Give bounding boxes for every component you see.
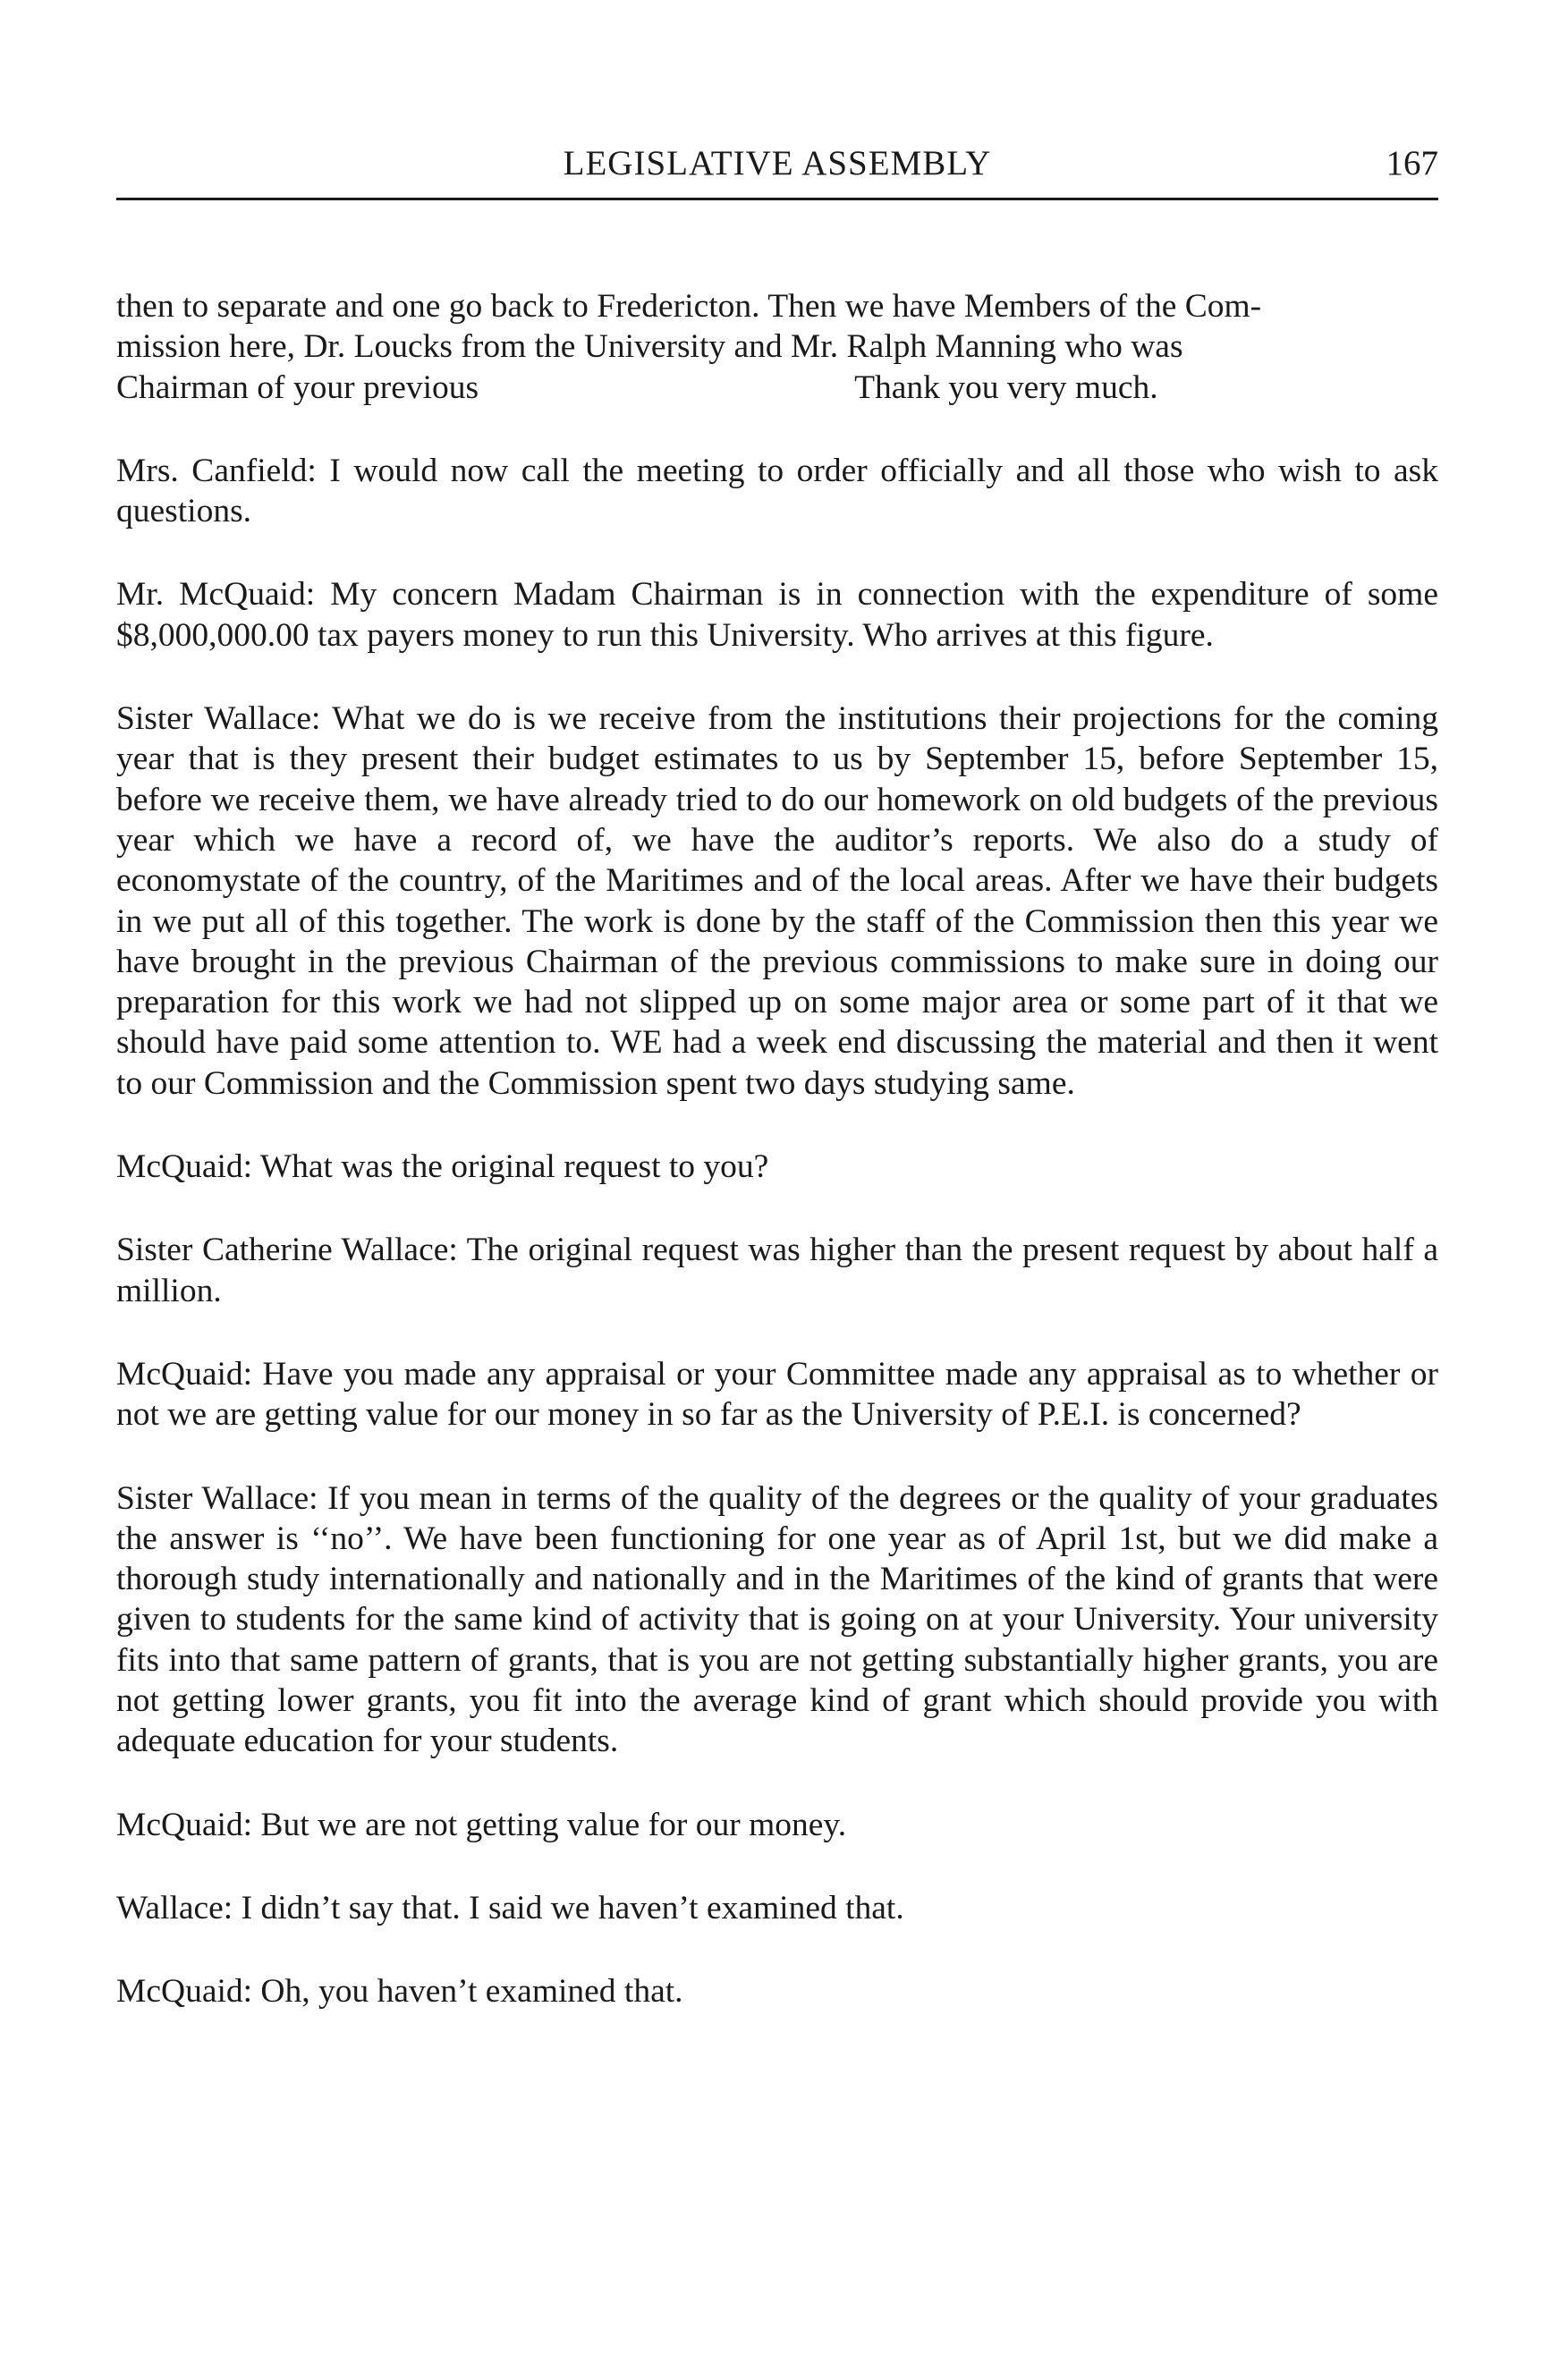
paragraph-intro-remarks [116, 286, 1438, 408]
running-head [116, 141, 1438, 193]
paragraph-wallace-quality: Sister Wallace: If you mean in terms of the quality of the degrees or the quality of your graduates the answer is ‘‘no’’. We have been functioning for one year as of April 1st, but we did make a thorough study internationally and nationally and in the Maritimes of the kind of grants that were given to students for the same kind of activity that is going on at your University. Your university fits into that same pattern of grants, that is you are not getting substantially higher grants, you are not getting lower grants, you fit into the average kind of grant which should provide you with adequate education for your students. [116, 1479, 1438, 1760]
header-title: LEGISLATIVE ASSEMBLY [563, 144, 992, 182]
paragraph-line: mission here, Dr. Loucks from the University and Mr. Ralph Manning who was [116, 328, 1183, 366]
paragraph-wallace-original-request: Sister Catherine Wallace: The original request was higher than the present request by about half a million. [116, 1232, 1438, 1309]
paragraph-line-split [116, 368, 1438, 408]
paragraph-mcquaid-concern: Mr. McQuaid: My concern Madam Chairman is in connection with the expenditure of some $8,000,000.00 tax payers money to run this University. Who arrives at this figure. [116, 576, 1438, 654]
page-number: 167 [1386, 144, 1438, 182]
paragraph-line-left: Chairman of your previous [116, 368, 479, 406]
paragraph-line: then to separate and one go back to Fredericton. Then we have Members of the Com- [116, 288, 1262, 325]
transcript-body [116, 286, 1438, 2055]
paragraph-canfield: Mrs. Canfield: I would now call the meeting to order officially and all those who wish to ask questions. [116, 452, 1438, 530]
header-rule [116, 198, 1438, 200]
paragraph-mcquaid-final: McQuaid: Oh, you haven’t examined that. [116, 1973, 683, 2011]
paragraph-wallace-process: Sister Wallace: What we do is we receive from the institutions their projections for the coming year that is they present their budget estimates to us by September 15, before September 15, before we receive them, we have already tried to do our homework on old budgets of the previous year which we have a record of, we have the auditor’s reports. We also do a study of economystate of the country, of the Maritimes and of the local areas. After we have their budgets in we put all of this together. The work is done by the staff of the Commission then this year we have brought in the previous Chairman of the previous commissions to make sure in doing our preparation for this work we had not slipped up on some major area or some part of it that we should have paid some attention to. WE had a week end discussing the material and then it went to our Commission and the Commission spent two days studying same. [116, 700, 1438, 1102]
paragraph-mcquaid-appraisal: McQuaid: Have you made any appraisal or your Committee made any appraisal as to whether or not we are getting value for our money in so far as the University of P.E.I. is concerned? [116, 1355, 1438, 1434]
paragraph-mcquaid-value: McQuaid: But we are not getting value for our money. [116, 1806, 847, 1843]
paragraph-mcquaid-original-request: McQuaid: What was the original request to you? [116, 1148, 769, 1186]
paragraph-line-right: Thank you very much. [854, 368, 1158, 406]
paragraph-wallace-reply: Wallace: I didn’t say that. I said we haven’t examined that. [116, 1889, 904, 1926]
